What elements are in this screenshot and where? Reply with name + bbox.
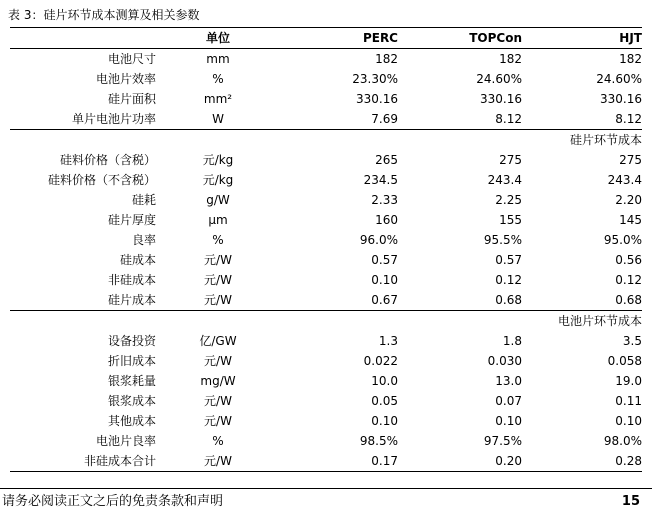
footer-rule bbox=[0, 488, 652, 489]
row-topcon: 155 bbox=[499, 213, 522, 227]
row-perc: 10.0 bbox=[371, 374, 398, 388]
row-perc: 265 bbox=[375, 153, 398, 167]
row-hjt: 95.0% bbox=[603, 233, 642, 247]
table-row bbox=[10, 150, 642, 170]
row-label: 硅片面积 bbox=[107, 92, 156, 106]
row-topcon: 0.68 bbox=[495, 293, 522, 307]
table-row bbox=[10, 431, 642, 451]
row-hjt: 275 bbox=[619, 153, 642, 167]
table-row bbox=[10, 451, 642, 472]
table-row bbox=[10, 69, 642, 89]
table-row bbox=[10, 270, 642, 290]
row-label: 其他成本 bbox=[107, 414, 156, 428]
section-header-row bbox=[10, 311, 642, 332]
row-hjt: 98.0% bbox=[603, 434, 642, 448]
section-header-row bbox=[10, 130, 642, 151]
row-hjt: 24.60% bbox=[596, 72, 642, 86]
row-hjt: 2.20 bbox=[615, 193, 642, 207]
page-number: 15 bbox=[621, 494, 640, 509]
row-unit: g/W bbox=[206, 193, 230, 207]
footer-disclaimer: 请务必阅读正文之后的免责条款和声明 bbox=[2, 494, 224, 509]
row-label: 电池片效率 bbox=[95, 72, 156, 86]
row-label: 银浆成本 bbox=[107, 394, 156, 408]
row-hjt: 243.4 bbox=[607, 173, 642, 187]
row-perc: 98.5% bbox=[359, 434, 398, 448]
row-perc: 234.5 bbox=[363, 173, 398, 187]
row-topcon: 0.10 bbox=[495, 414, 522, 428]
table-row bbox=[10, 210, 642, 230]
row-topcon: 330.16 bbox=[480, 92, 522, 106]
row-perc: 0.17 bbox=[274, 451, 398, 472]
row-hjt: 0.12 bbox=[615, 273, 642, 287]
row-perc: 0.022 bbox=[363, 354, 398, 368]
row-hjt: 0.56 bbox=[615, 253, 642, 267]
row-unit: 元/W bbox=[204, 354, 232, 368]
header-row bbox=[10, 28, 642, 49]
row-hjt: 0.10 bbox=[615, 414, 642, 428]
row-topcon: 182 bbox=[499, 52, 522, 66]
row-label: 硅料价格（含税） bbox=[59, 153, 156, 167]
row-topcon: 0.57 bbox=[495, 253, 522, 267]
row-perc: 23.30% bbox=[352, 72, 398, 86]
header-unit: 单位 bbox=[162, 28, 274, 49]
row-unit: μm bbox=[208, 213, 228, 227]
row-hjt: 0.68 bbox=[615, 293, 642, 307]
table-row bbox=[10, 89, 642, 109]
row-hjt: 330.16 bbox=[600, 92, 642, 106]
row-perc: 0.10 bbox=[371, 273, 398, 287]
row-perc: 330.16 bbox=[356, 92, 398, 106]
row-perc: 96.0% bbox=[359, 233, 398, 247]
header-hjt: HJT bbox=[522, 28, 642, 49]
row-label: 非硅成本合计 bbox=[10, 451, 162, 472]
row-topcon: 0.20 bbox=[398, 451, 522, 472]
row-topcon: 243.4 bbox=[487, 173, 522, 187]
table-row bbox=[10, 190, 642, 210]
row-perc: 0.57 bbox=[371, 253, 398, 267]
row-unit: 元/W bbox=[204, 273, 232, 287]
row-hjt: 3.5 bbox=[622, 334, 642, 348]
row-hjt: 8.12 bbox=[615, 112, 642, 126]
section-title: 电池片环节成本 bbox=[10, 311, 642, 332]
row-perc: 0.05 bbox=[371, 394, 398, 408]
row-hjt: 145 bbox=[619, 213, 642, 227]
row-label: 单片电池片功率 bbox=[71, 112, 156, 126]
header-topcon: TOPCon bbox=[398, 28, 522, 49]
row-perc: 0.67 bbox=[371, 293, 398, 307]
row-unit: 元/W bbox=[162, 451, 274, 472]
table-row bbox=[10, 371, 642, 391]
row-label: 电池尺寸 bbox=[107, 52, 156, 66]
row-perc: 182 bbox=[375, 52, 398, 66]
table-row bbox=[10, 109, 642, 130]
row-topcon: 0.12 bbox=[495, 273, 522, 287]
row-label: 电池片良率 bbox=[95, 434, 156, 448]
row-unit: 元/W bbox=[204, 414, 232, 428]
cost-table bbox=[10, 28, 642, 472]
row-hjt: 0.11 bbox=[615, 394, 642, 408]
row-perc: 2.33 bbox=[371, 193, 398, 207]
row-topcon: 0.030 bbox=[487, 354, 522, 368]
header-perc: PERC bbox=[274, 28, 398, 49]
row-unit: mm² bbox=[203, 92, 233, 106]
row-label: 硅片成本 bbox=[107, 293, 156, 307]
row-perc: 0.10 bbox=[371, 414, 398, 428]
table-row bbox=[10, 230, 642, 250]
row-hjt: 182 bbox=[619, 52, 642, 66]
row-topcon: 97.5% bbox=[483, 434, 522, 448]
row-unit: % bbox=[212, 434, 224, 448]
row-perc: 160 bbox=[375, 213, 398, 227]
table-row bbox=[10, 351, 642, 371]
table-row bbox=[10, 49, 642, 70]
header-label bbox=[10, 28, 162, 49]
row-topcon: 1.8 bbox=[502, 334, 522, 348]
row-topcon: 275 bbox=[499, 153, 522, 167]
row-label: 硅耗 bbox=[131, 193, 156, 207]
row-topcon: 2.25 bbox=[495, 193, 522, 207]
row-topcon: 24.60% bbox=[476, 72, 522, 86]
table-row bbox=[10, 290, 642, 311]
row-label: 硅片厚度 bbox=[107, 213, 156, 227]
row-hjt: 19.0 bbox=[615, 374, 642, 388]
row-hjt: 0.058 bbox=[607, 354, 642, 368]
row-label: 非硅成本 bbox=[107, 273, 156, 287]
table-caption: 表 3：硅片环节成本测算及相关参数 bbox=[8, 8, 200, 22]
row-unit: 元/kg bbox=[202, 153, 234, 167]
table-row bbox=[10, 331, 642, 351]
row-label: 银浆耗量 bbox=[107, 374, 156, 388]
table-row bbox=[10, 391, 642, 411]
row-label: 设备投资 bbox=[107, 334, 156, 348]
row-unit: mg/W bbox=[200, 374, 236, 388]
row-label: 折旧成本 bbox=[107, 354, 156, 368]
row-topcon: 95.5% bbox=[483, 233, 522, 247]
table-row bbox=[10, 250, 642, 270]
row-unit: 元/W bbox=[204, 293, 232, 307]
row-unit: 元/W bbox=[204, 253, 232, 267]
row-unit: mm bbox=[206, 52, 230, 66]
row-unit: 亿/GW bbox=[199, 334, 237, 348]
row-unit: % bbox=[212, 72, 224, 86]
row-label: 良率 bbox=[131, 233, 156, 247]
row-unit: W bbox=[212, 112, 224, 126]
row-perc: 1.3 bbox=[378, 334, 398, 348]
row-topcon: 0.07 bbox=[495, 394, 522, 408]
row-unit: 元/W bbox=[204, 394, 232, 408]
row-label: 硅成本 bbox=[119, 253, 156, 267]
row-perc: 7.69 bbox=[371, 112, 398, 126]
table-row bbox=[10, 170, 642, 190]
section-title: 硅片环节成本 bbox=[10, 130, 642, 151]
row-topcon: 8.12 bbox=[495, 112, 522, 126]
row-label: 硅料价格（不含税） bbox=[47, 173, 156, 187]
row-unit: 元/kg bbox=[202, 173, 234, 187]
row-hjt: 0.28 bbox=[522, 451, 642, 472]
row-topcon: 13.0 bbox=[495, 374, 522, 388]
table-row bbox=[10, 411, 642, 431]
row-unit: % bbox=[212, 233, 224, 247]
